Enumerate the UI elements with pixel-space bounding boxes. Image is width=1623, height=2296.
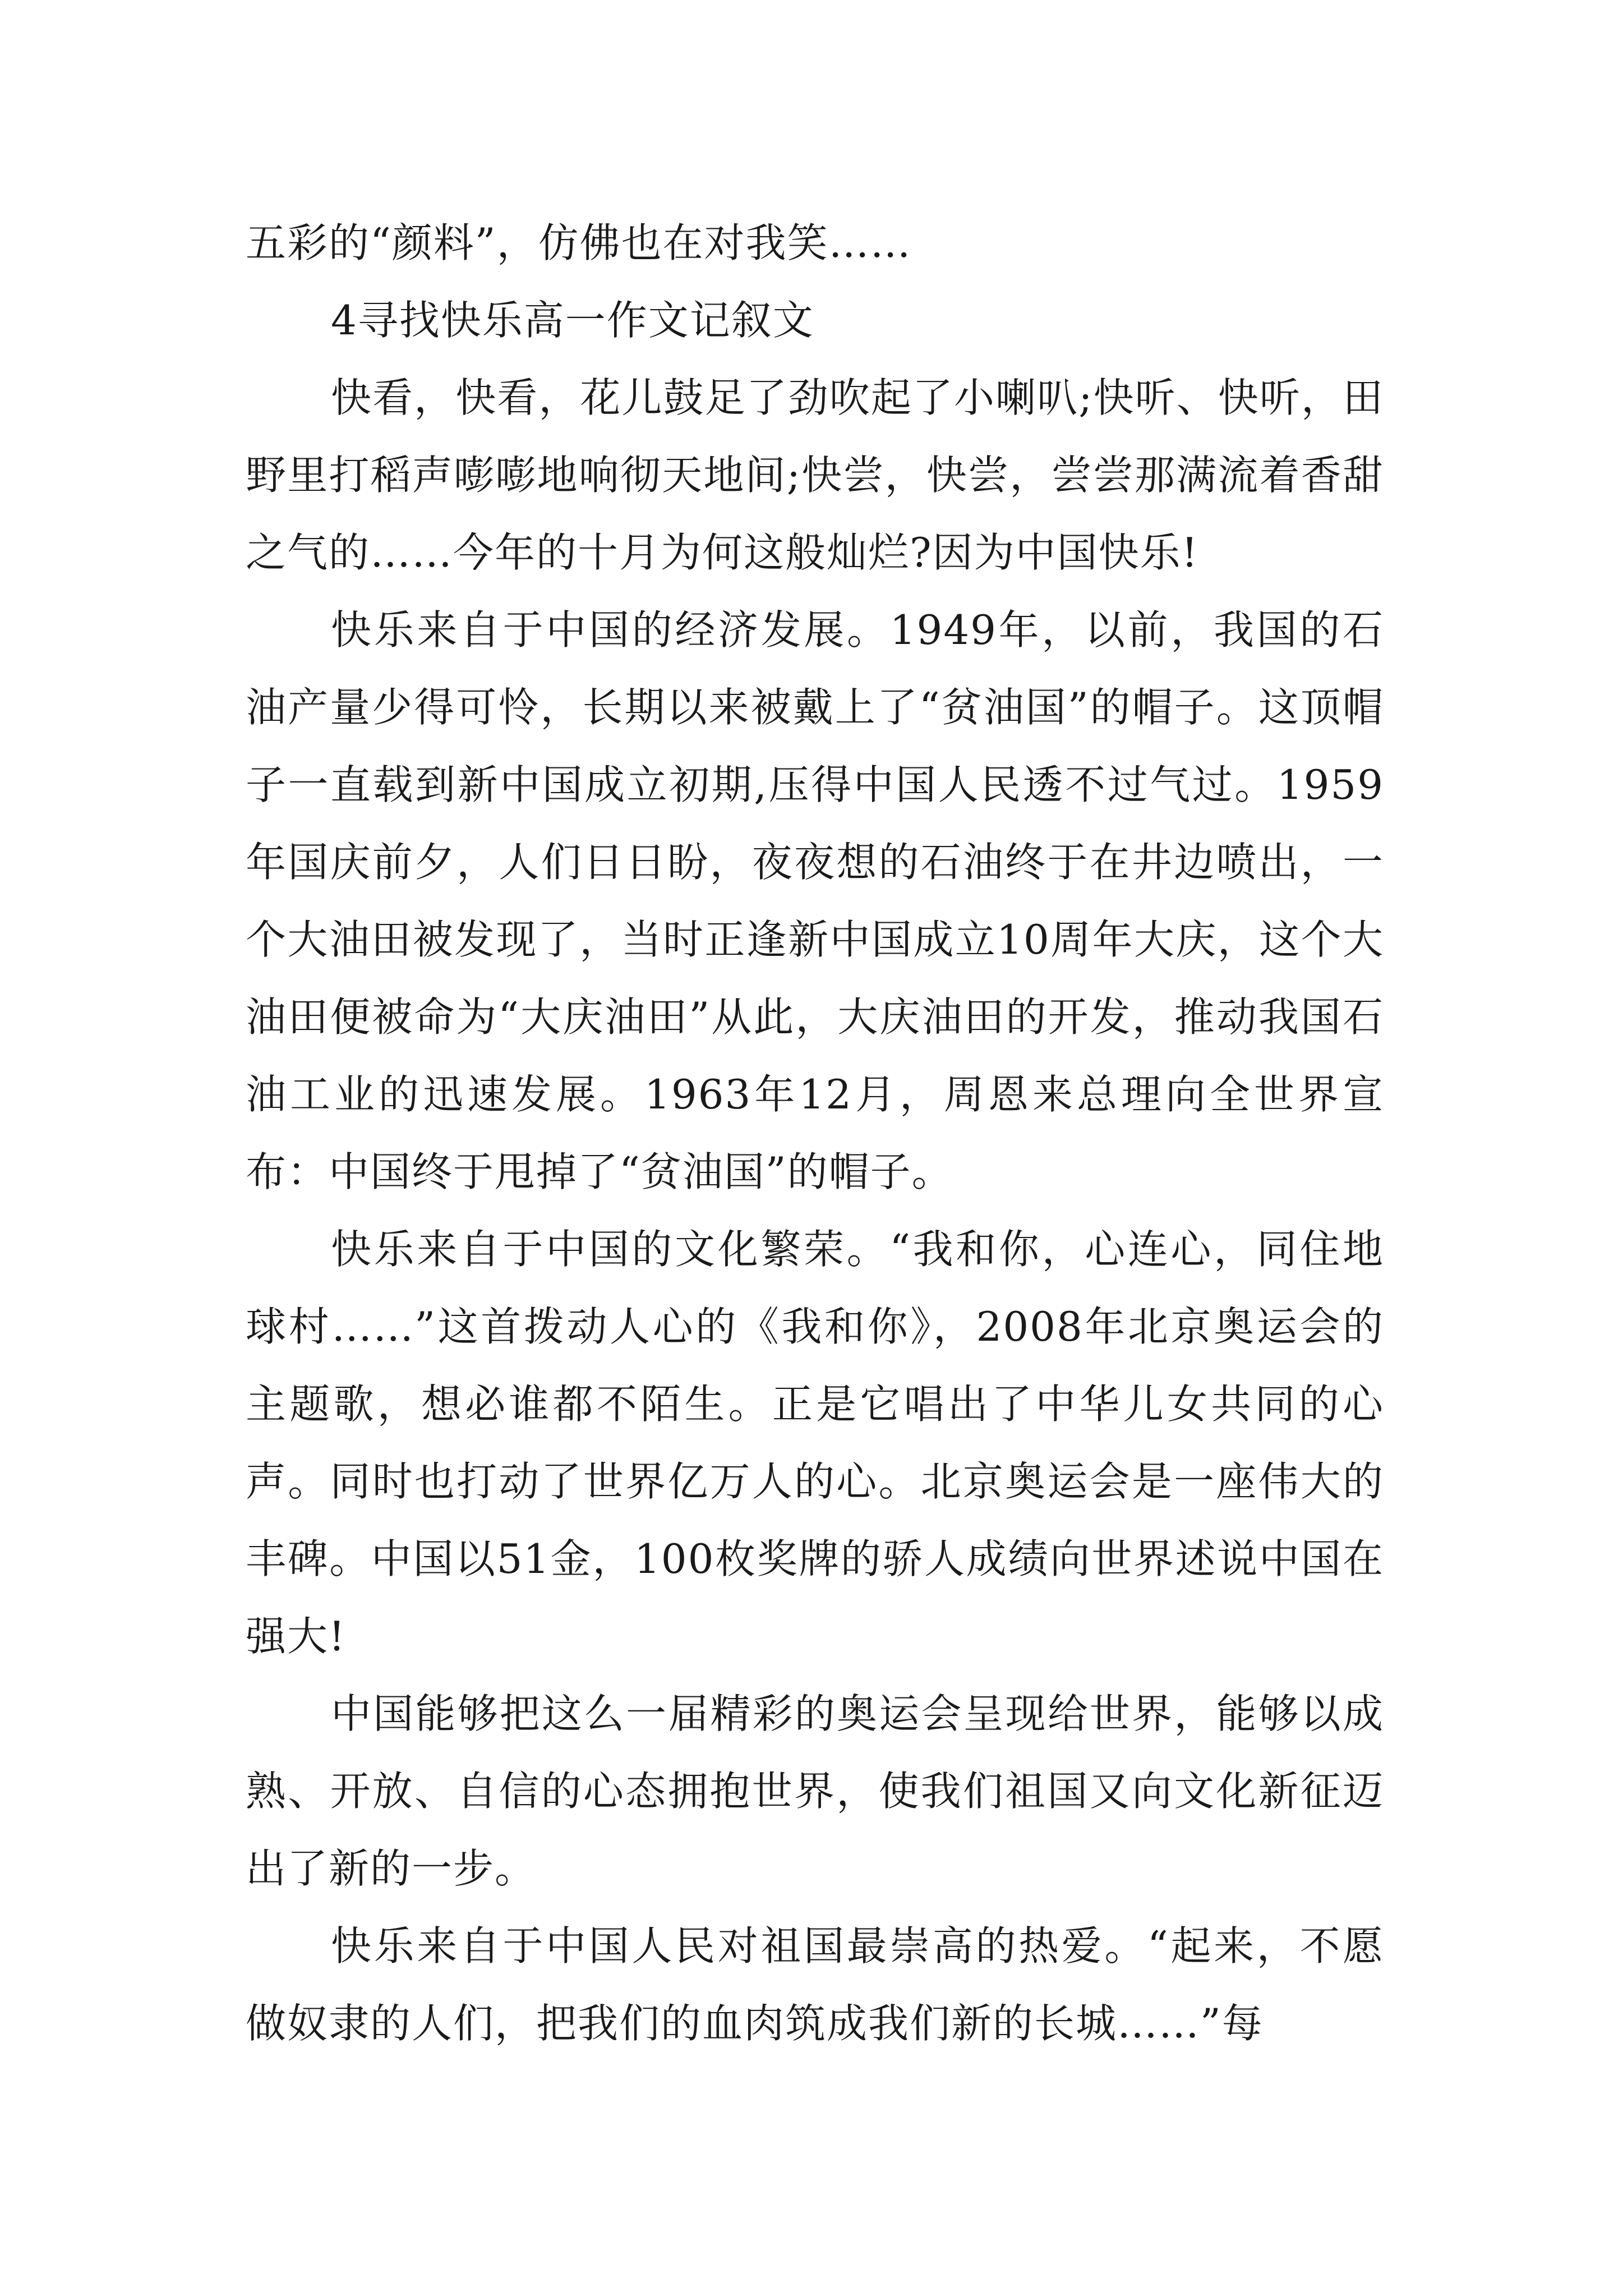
section-heading: 4寻找快乐高一作文记叙文 — [331, 297, 814, 344]
paragraph-5: 快乐来自于中国人民对祖国最崇高的热爱。“起来，不愿做奴隶的人们，把我们的血肉筑成我们新的长城……”每 — [246, 1922, 1384, 2047]
document-body — [246, 204, 1384, 2062]
continued-paragraph: 五彩的“颜料”，仿佛也在对我笑…… — [246, 219, 912, 266]
paragraph-1: 快看，快看，花儿鼓足了劲吹起了小喇叭;快听、快听，田野里打稻声嘭嘭地响彻天地间;快尝，快尝，尝尝那满流着香甜之气的……今年的十月为何这般灿烂?因为中国快乐! — [246, 374, 1384, 576]
paragraph-2: 快乐来自于中国的经济发展。1949年，以前，我国的石油产量少得可怜，长期以来被戴上了“贫油国”的帽子。这顶帽子一直载到新中国成立初期,压得中国人民透不过气过。1959年国庆前夕，人们日日盼，夜夜想的石油终于在井边喷出，一个大油田被发现了，当时正逢新中国成立10周年大庆，这个大油田便被命为“大庆油田”从此，大庆油田的开发，推动我国石油工业的迅速发展。1963年12月，周恩来总理向全世界宣布：中国终于甩掉了“贫油国”的帽子。 — [246, 606, 1384, 1195]
paragraph-4: 中国能够把这么一届精彩的奥运会呈现给世界，能够以成熟、开放、自信的心态拥抱世界，使我们祖国又向文化新征迈出了新的一步。 — [246, 1690, 1384, 1892]
paragraph-3: 快乐来自于中国的文化繁荣。“我和你，心连心，同住地球村……”这首拨动人心的《我和你》，2008年北京奥运会的主题歌，想必谁都不陌生。正是它唱出了中华儿女共同的心声。同时也打动了世界亿万人的心。北京奥运会是一座伟大的丰碑。中国以51金，100枚奖牌的骄人成绩向世界述说中国在强大! — [246, 1226, 1384, 1660]
